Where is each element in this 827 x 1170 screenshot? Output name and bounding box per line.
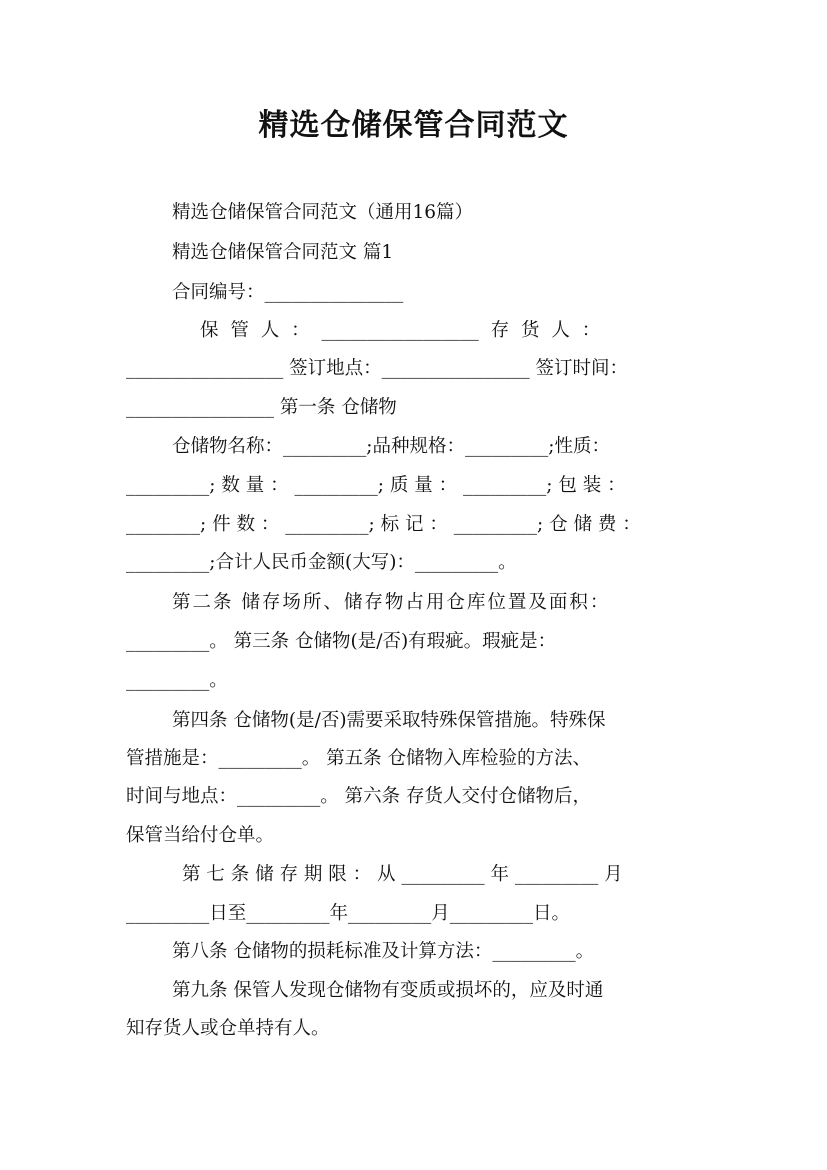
line-19: _________日至_________年_________月_________日。: [126, 903, 571, 924]
line-18: 第 七 条 储 存 期 限 ： 从 _________ 年 _________ 月: [182, 864, 623, 885]
line-15: 管措施是：_________。 第五条 仓储物入库检验的方法、: [126, 748, 592, 769]
line-4: 保 管 人 ： _________________ 存 货 人 ：: [200, 320, 601, 341]
line-8: _________; 数 量 ： _________; 质 量 ： _________; 包 装 ：: [126, 475, 626, 496]
document-title: 精选仓储保管合同范文: [258, 108, 569, 143]
line-2: 精选仓储保管合同范文 篇1: [172, 242, 394, 263]
line-22: 知存货人或仓单持有人。: [126, 1018, 330, 1039]
line-5: _________________ 签订地点：________________ 签订时间：: [126, 358, 629, 379]
line-9: ________; 件 数 ： _________; 标 记 ： _________; 仓 储 费 ：: [126, 514, 641, 535]
line-13: _________。: [126, 670, 228, 691]
line-20: 第八条 仓储物的损耗标准及计算方法：_________。: [172, 941, 595, 962]
line-17: 保管当给付仓单。: [126, 825, 275, 846]
line-10: _________;合计人民币金额(大写)：_________。: [126, 552, 517, 573]
line-1: 精选仓储保管合同范文（通用16篇）: [172, 202, 474, 223]
line-3: 合同编号：_______________: [172, 282, 404, 303]
line-16: 时间与地点：_________。 第六条 存货人交付仓储物后，: [126, 786, 592, 807]
line-14: 第四条 仓储物(是/否)需要采取特殊保管措施。特殊保: [172, 710, 606, 731]
line-21: 第九条 保管人发现仓储物有变质或损坏的，应及时通: [172, 980, 604, 1001]
line-12: _________。 第三条 仓储物(是/否)有瑕疵。瑕疵是：: [126, 631, 557, 652]
line-7: 仓储物名称：_________;品种规格：_________;性质：: [172, 436, 610, 457]
line-6: ________________ 第一条 仓储物: [126, 397, 397, 418]
line-11: 第二条 储存场所、储存物占用仓库位置及面积：: [172, 592, 611, 613]
